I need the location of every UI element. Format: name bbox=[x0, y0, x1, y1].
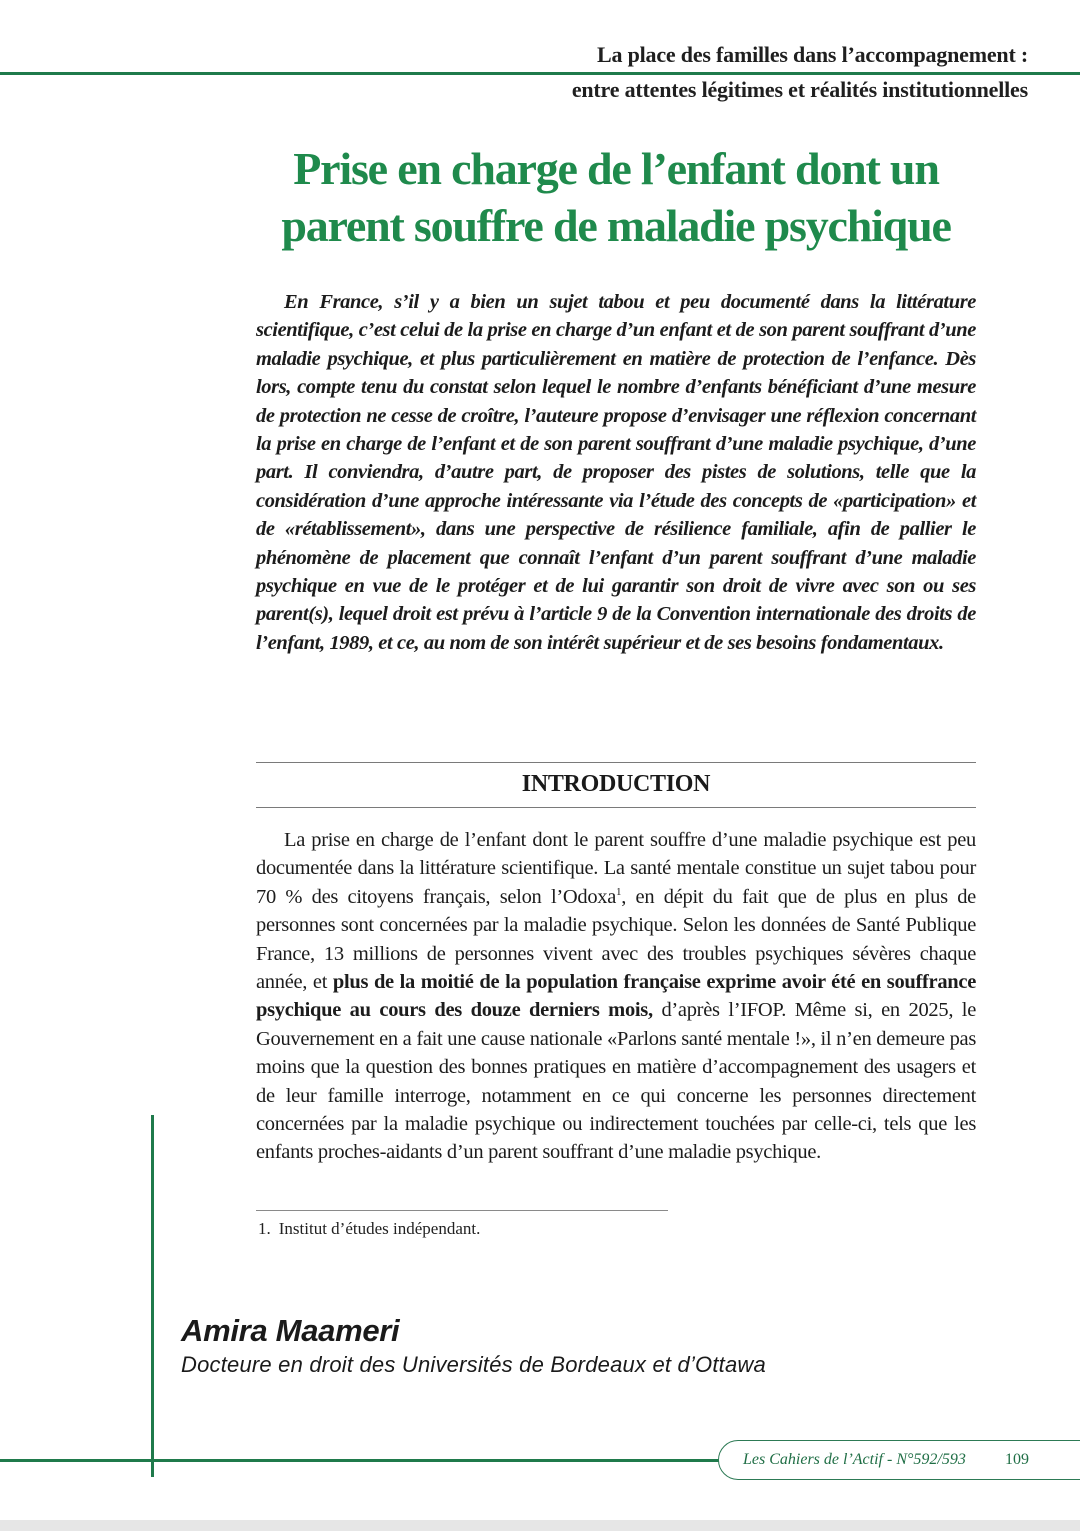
article-abstract: En France, s’il y a bien un sujet tabou et peu documenté dans la littérature scientifique, c’est celui de la prise en charge d’un enfant et de son parent souffrant d’une maladie psychique, et plus particulièrement en matière de protection de l’enfance. Dès lors, compte tenu du constat selon lequel le nombre d’enfants bénéficiant d’une mesure de protection ne cesse de croître, l’auteure propose d’envisager une réflexion concernant la prise en charge de l’enfant et de son parent souffrant d’une maladie psychique, d’une part. Il conviendra, d’autre part, de proposer des pistes de solutions, telle que la considération d’une approche intéressante via l’étude des concepts de «participation» et de «rétablissement», dans une perspective de résilience familiale, afin de pallier le phénomène de placement que connaît l’enfant d’un parent souffrant d’une maladie psychique en vue de le protéger et de lui garantir son droit de vivre avec son ou ses parent(s), lequel droit est prévu à l’article 9 de la Convention internationale des droits de l’enfant, 1989, et ce, au nom de son intérêt supérieur et de ses besoins fondamentaux. bbox=[256, 291, 976, 654]
section-rule-top bbox=[256, 762, 976, 763]
introduction-paragraph bbox=[256, 826, 976, 1167]
footnote-item bbox=[258, 1217, 480, 1241]
footer-rule bbox=[0, 1459, 728, 1462]
footnote-number: 1. bbox=[258, 1219, 271, 1238]
running-header-line2: entre attentes légitimes et réalités institutionnelles bbox=[571, 77, 1028, 102]
footnote-rule bbox=[256, 1210, 668, 1211]
footnote-reference[interactable]: 1 bbox=[616, 885, 622, 898]
footnote-text: Institut d’études indépendant. bbox=[278, 1219, 481, 1238]
intro-text-1: La prise en charge de l’enfant dont le parent souffre d’une maladie psychique est peu documentée dans la littérature scientifique. La santé mentale constitue un sujet tabou pour 70 % des citoyens français, selon l’Odoxa bbox=[256, 829, 976, 908]
page-bottom-edge bbox=[0, 1520, 1080, 1531]
decorative-vertical-rule bbox=[151, 1115, 154, 1477]
page-number: 109 bbox=[1005, 1451, 1029, 1468]
intro-text-2: , en dépit du fait que de plus en plus de personnes sont concernées par la maladie psychique. Selon les données de Santé Publique France, 13 millions de personnes vivent avec des troubles psychiques sévères chaque année, et bbox=[256, 885, 976, 994]
intro-text-3: d’après l’IFOP. Même si, en 2025, le Gouvernement en a fait une cause nationale «Parlons santé mentale !», il n’en demeure pas moins que la question des bonnes pratiques en matière d’accompagnement des usagers et de leur famille interroge, notamment en ce qui concerne les personnes directement concernées par la maladie psychique ou indirectement touchées par celle-ci, tels que les enfants proches-aidants d’un parent souffrant d’une maladie psychique. bbox=[256, 999, 976, 1164]
section-heading-introduction: INTRODUCTION bbox=[521, 771, 711, 797]
author-affiliation: Docteure en droit des Universités de Bordeaux et d’Ottawa bbox=[181, 1352, 766, 1377]
header-rule bbox=[0, 72, 1080, 75]
section-rule-bottom bbox=[256, 807, 976, 808]
intro-bold-text: plus de la moitié de la population française exprime avoir été en souffrance psychique au cours des douze derniers mois, bbox=[256, 971, 976, 1022]
running-header-line1: La place des familles dans l’accompagnement : bbox=[597, 42, 1028, 67]
article-title: Prise en charge de l’enfant dont un parent souffre de maladie psychique bbox=[281, 143, 951, 251]
author-name: Amira Maameri bbox=[181, 1313, 400, 1348]
footer-journal-title: Les Cahiers de l’Actif - N°592/593 bbox=[743, 1451, 966, 1468]
